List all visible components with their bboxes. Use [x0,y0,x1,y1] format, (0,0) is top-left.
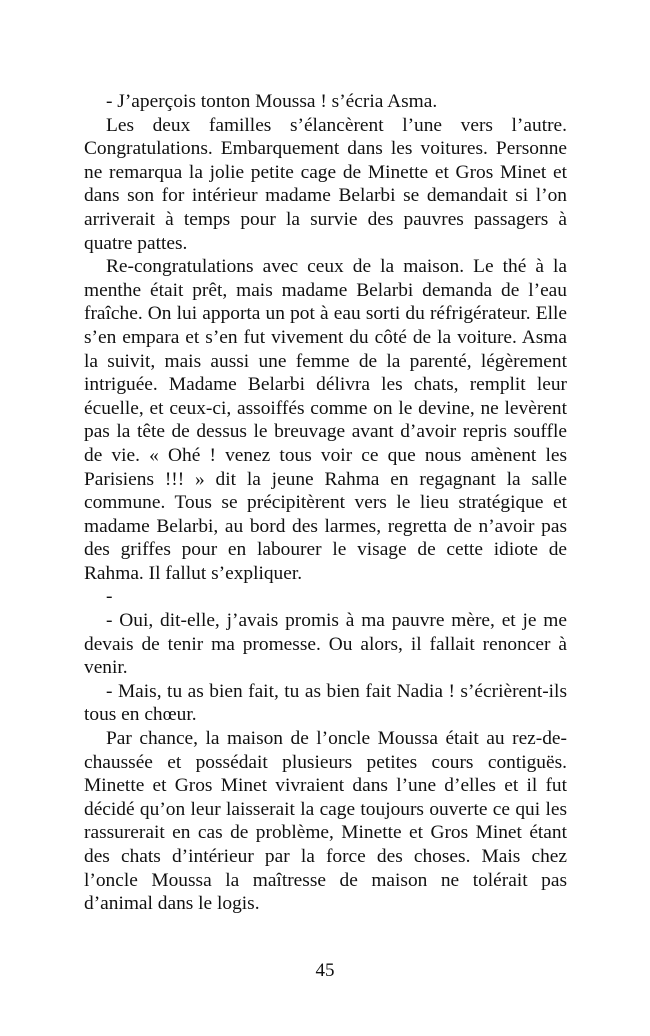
book-page-body [84,90,567,916]
paragraph-chorus: - Mais, tu as bien fait, tu as bien fait Nadia ! s’écrièrent-ils tous en chœur. [84,680,567,726]
paragraph-dash: - [106,586,113,608]
paragraph-promise: - Oui, dit-elle, j’avais promis à ma pauvre mère, et je me devais de tenir ma promesse. Ou alors, il fallait renoncer à venir. [84,610,567,679]
paragraph-asma-exclamation: - J’aperçois tonton Moussa ! s’écria Asma. [106,91,438,112]
page-number: 45 [315,960,335,981]
paragraph-uncle-house: Par chance, la maison de l’oncle Moussa était au rez-de-chaussée et possédait plusieurs petites cours contiguës. Minette et Gros Minet vivraient dans l’une d’elles et il fut décidé qu’on leur laisserait la cage toujours ouverte ce qui les rassurerait en cas de problème, Minette et Gros Minet étant des chats d’intérieur par la force des choses. Mais chez l’oncle Moussa la maîtresse de maison ne tolérait pas d’animal dans le logis. [84,728,567,915]
paragraph-cats-water: Re-congratulations avec ceux de la maison. Le thé à la menthe était prêt, mais madame Belarbi demanda de l’eau fraîche. On lui apporta un pot à eau sorti du réfrigérateur. Elle s’en empara et s’en fut vivement du côté de la voiture. Asma la suivit, mais aussi une femme de la parenté, légèrement intriguée. Madame Belarbi délivra les chats, remplit leur écuelle, et ceux-ci, assoiffés comme on le devine, ne levèrent pas la tête de dessus le breuvage avant d’avoir repris souffle de vie. « Ohé ! venez tous voir ce que nous amènent les Parisiens !!! » dit la jeune Rahma en regagnant la salle commune. Tous se précipitèrent vers le lieu stratégique et madame Belarbi, au bord des larmes, regretta de n’avoir pas des griffes pour en labourer le visage de cette idiote de Rahma. Il fallut s’expliquer. [84,256,567,584]
paragraph-families-meet: Les deux familles s’élancèrent l’une vers l’autre. Congratulations. Embarquement dans les voitures. Personne ne remarqua la jolie petite cage de Minette et Gros Minet et dans son for intérieur madame Belarbi se demandait si l’on arriverait à temps pour la survie des pauvres passagers à quatre pattes. [84,114,567,254]
